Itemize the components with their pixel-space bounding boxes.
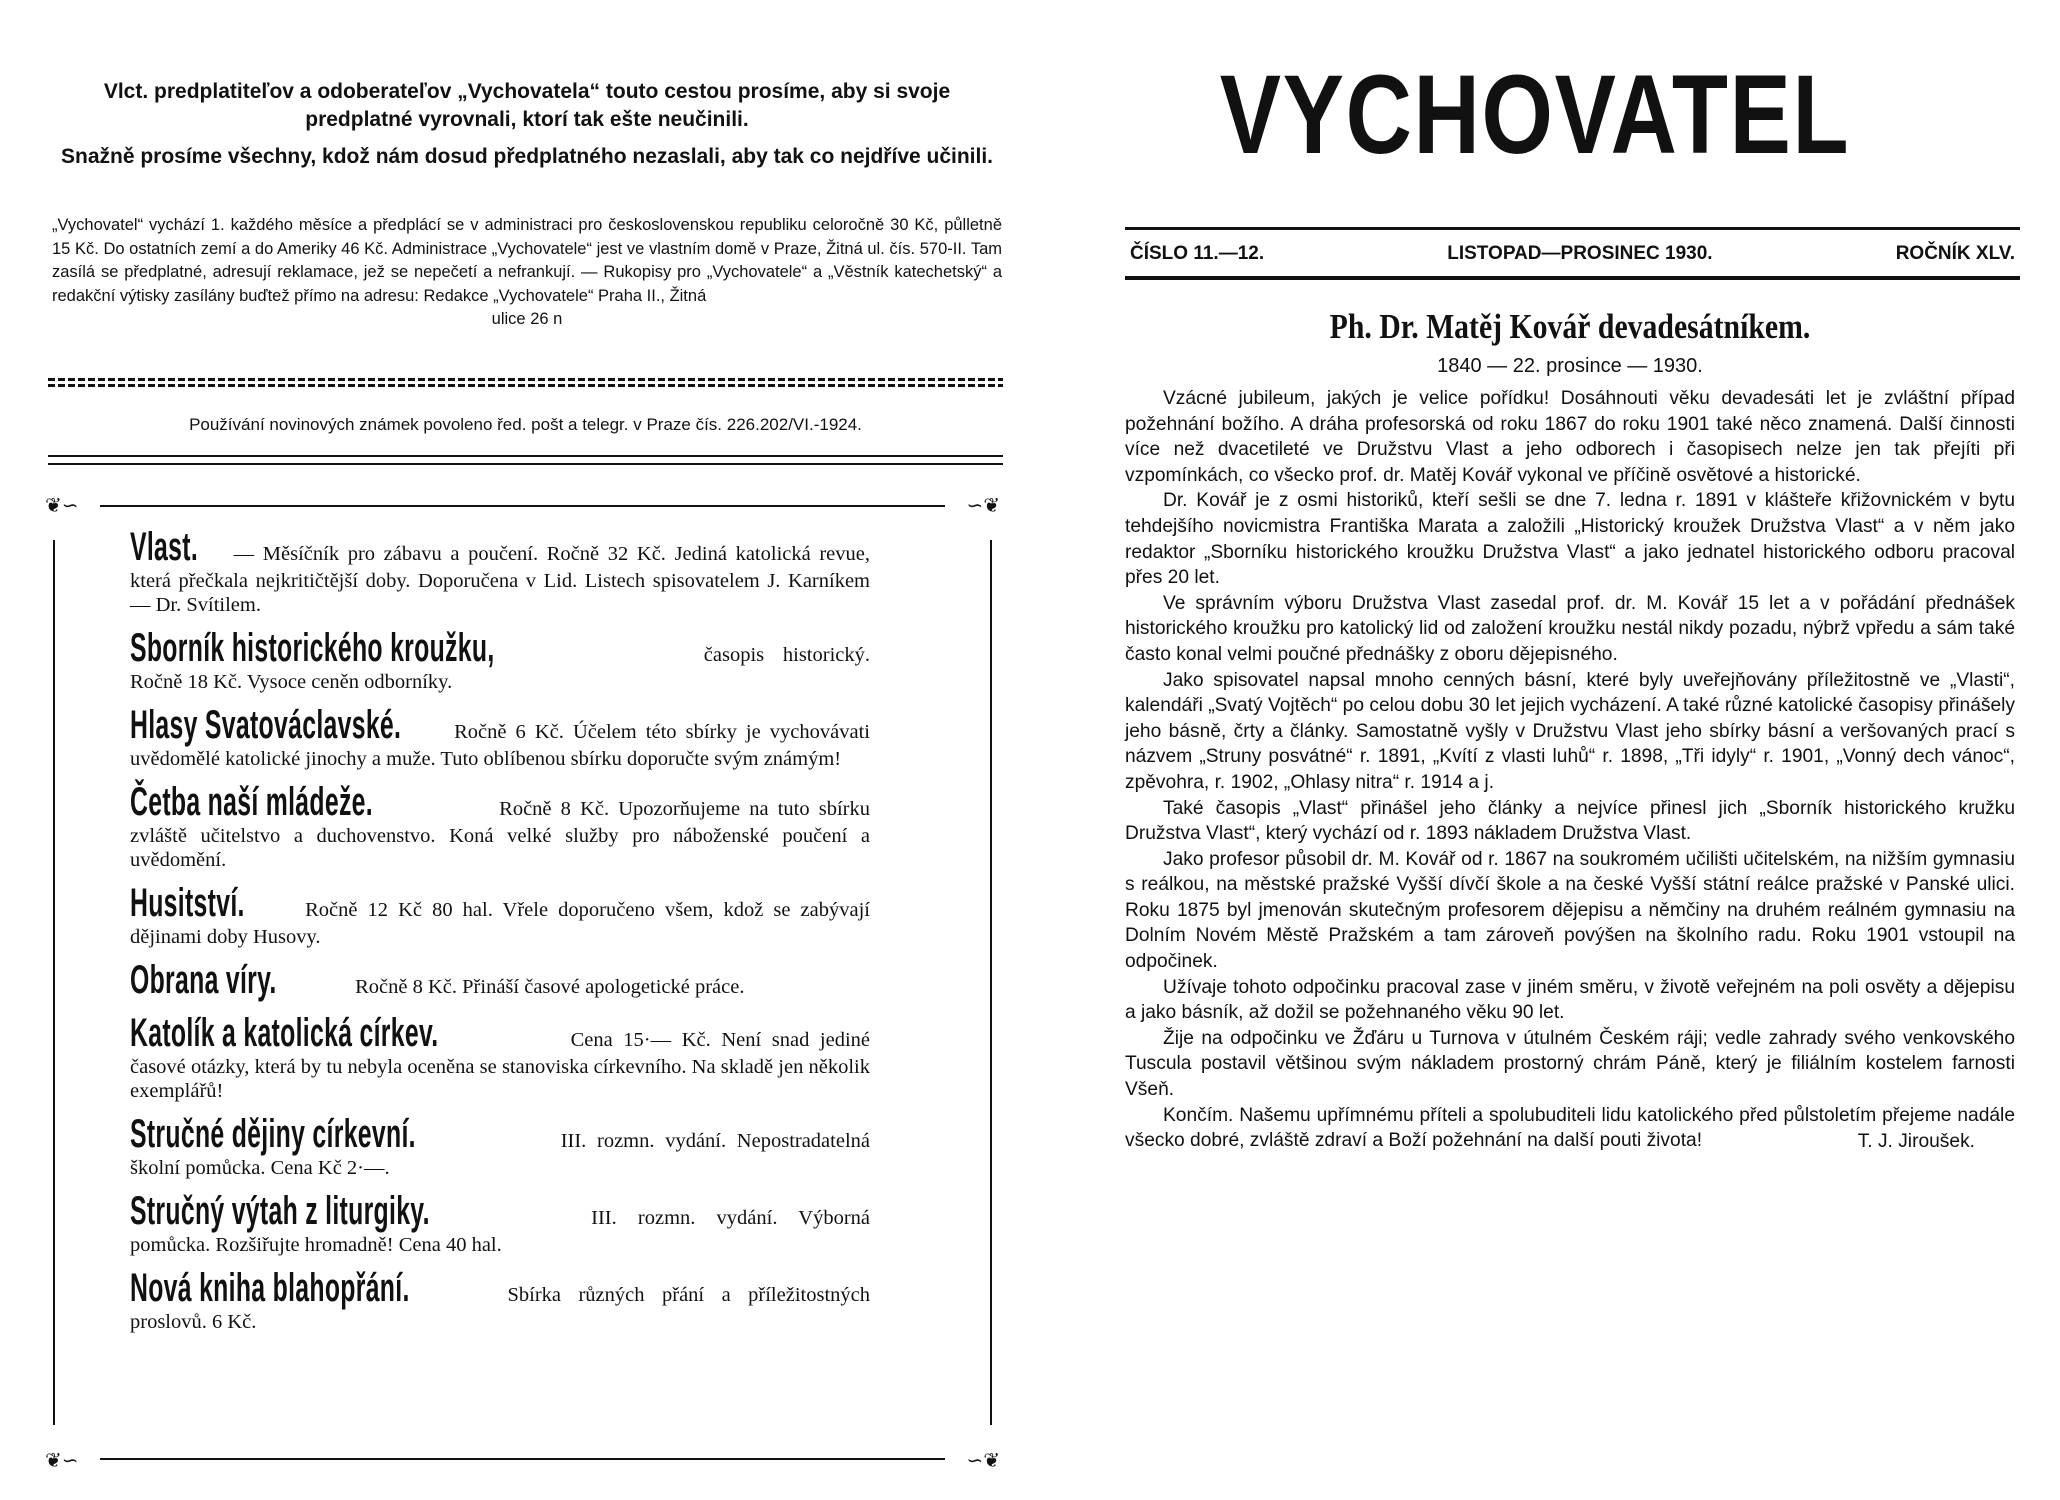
ad-title: Stručné dějiny církevní.: [130, 1112, 416, 1156]
publication-info-text: „Vychovatel“ vychází 1. každého měsíce a předplácí se v administraci pro československou republiku celoročně 30 Kč, půlletně 15 Kč. Do ostatních zemí a do Ameriky 46 Kč. Administrace „Vychovatele“ jest ve vlastním domě v Praze, Žitná ul. čís. 570-II. Tam zasílá se předplatné, adresují reklamace, jež se nepečetí a nefrankují. — Rukopisy pro „Vychovatele“ a „Věstník katechetský“ a redakční výtisky zasílány buďtež přímo na adresu: Redakce „Vychovatele“ Praha II., Žitná: [52, 216, 1002, 305]
ad-title: Vlast.: [130, 525, 199, 569]
ornament-corner-icon: ∽❦: [966, 493, 1000, 517]
article-paragraph: Končím. Našemu upřímnému příteli a spolubuditeli lidu katolického před půlstoletím přejeme nadále všecko dobré, zvláště zdraví a Boží požehnání na další pouti života!: [1125, 1104, 2015, 1152]
article-paragraph: Ve správním výboru Družstva Vlast zasedal prof. dr. M. Kovář 15 let a v pořádání přednášek historického kroužku pro katolický lid od založení kroužku nestál nikdy pozadu, nýbrž vpředu a sám také často konal velmi poučné přednášky z oboru dějepisného.: [1125, 592, 2015, 665]
frame-left-border: [53, 540, 55, 1425]
ad-item: [130, 780, 870, 872]
article-paragraph: Žije na odpočinku ve Žďáru u Turnova v útulném Českém ráji; vedle zahrady svého venkovského Tuscula postavil většinou svým nákladem prostorný chrám Páně, který je filiálním kostelem farnosti Všeň.: [1125, 1027, 2015, 1101]
ad-text: Sbírka různých přání a příležitostných proslovů. 6 Kč.: [130, 1284, 870, 1333]
masthead-title: VYCHOVATEL: [1219, 52, 1851, 177]
ad-title: Obrana víry.: [130, 958, 277, 1002]
ad-title: Hlasy Svatováclavské.: [130, 703, 402, 747]
ornament-corner-icon: ❦∽: [45, 1448, 79, 1472]
ad-text: — Měsíčník pro zábavu a poučení. Ročně 32 Kč. Jediná katolická revue, která přečkala nejkritičtější doby. Doporučena v Lid. Listech spisovatelem J. Karníkem — Dr. Svítilem.: [130, 543, 870, 616]
article-dates: 1840 — 22. prosince — 1930.: [1437, 355, 1703, 377]
article-title: Ph. Dr. Matěj Kovář devadesátníkem.: [1329, 307, 1811, 346]
ad-text: časopis historický. Ročně 18 Kč. Vysoce ceněn odborníky.: [130, 644, 870, 693]
issue-date: LISTOPAD—PROSINEC 1930.: [1447, 243, 1713, 264]
article-paragraph: Jako spisovatel napsal mnoho cenných básní, které byly uveřejňovány příležitostně ve „Vlasti“, kalendáři „Svatý Vojtěch“ po celou dobu 30 let jejich vycházení. A také různé katolické časopisy přinášely jeho básně, črty a články. Samostatně vyšly v Družstvu Vlast jeho sbírky básní a veršovaných prací s názvem „Struny posvátné“ r. 1891, „Kvítí z vlasti luhů“ r. 1898, „Tři idyly“ r. 1901, „Vonný dech vánoc“, zpěvohra, r. 1902, „Ohlasy nitra“ r. 1914 a j.: [1125, 669, 2015, 793]
subscriber-notice-slovak: Vlct. predplatiteľov a odoberateľov „Vychovatela“ touto cestou prosíme, aby si svoje predplatné vyrovnali, ktorí tak ešte neučinili.: [103, 80, 951, 131]
issue-rule: [1125, 276, 2020, 280]
masthead-rule: [1125, 227, 2020, 230]
postage-permit: Používání novinových známek povoleno řed. pošt a telegr. v Praze čís. 226.202/VI.-1924.: [189, 415, 862, 434]
ad-item: [130, 1266, 870, 1334]
frame-bottom-border: [100, 1458, 945, 1460]
article-paragraph: Užívaje tohoto odpočinku pracoval zase v jiném směru, v životě veřejném na poli osvěty a dějepisu a jako básník, až dožil se požehnaného věku 90 let.: [1125, 976, 2015, 1024]
ad-title: Nová kniha blahopřání.: [130, 1266, 410, 1310]
dashed-divider: [48, 378, 1003, 381]
divider-rule: [48, 463, 1003, 465]
right-page: [1030, 0, 2060, 1500]
ornament-corner-icon: ❦∽: [45, 493, 79, 517]
ad-item: [130, 1011, 870, 1103]
publication-info-last-line: ulice 26 n: [491, 310, 563, 328]
ad-title: Katolík a katolická církev.: [130, 1011, 439, 1055]
ad-text: Ročně 8 Kč. Upozorňujeme na tuto sbírku zvláště učitelstvo a duchovenstvo. Koná velké služby pro náboženské poučení a uvědomění.: [130, 798, 870, 871]
ad-item: [130, 1189, 870, 1257]
issue-number: ČÍSLO 11.—12.: [1130, 243, 1265, 264]
article-signature: T. J. Jiroušek.: [1857, 1130, 1975, 1152]
ornament-corner-icon: ∽❦: [966, 1448, 1000, 1472]
ad-text: Ročně 12 Kč 80 hal. Vřele doporučeno všem, kdož se zabývají dějinami doby Husovy.: [130, 899, 870, 948]
dashed-divider: [48, 384, 1003, 387]
ad-title: Sborník historického kroužku,: [130, 626, 495, 670]
ad-item: [130, 1112, 870, 1180]
subscriber-notice-czech: Snažně prosíme všechny, kdož nám dosud předplatného nezaslali, aby tak co nejdříve učinili.: [60, 145, 994, 168]
advertisement-list: [130, 525, 870, 1343]
frame-top-border: [100, 505, 945, 507]
ad-text: III. rozmn. vydání. Nepostradatelná školní pomůcka. Cena Kč 2·—.: [130, 1130, 870, 1179]
article-paragraph: Také časopis „Vlast“ přinášel jeho články a nejvíce přinesl jich „Sborník historického kružku Družstva Vlast“, který vychází od r. 1893 nákladem Družstva Vlast.: [1125, 797, 2015, 845]
ad-item: [130, 525, 870, 617]
ad-title: Stručný výtah z liturgiky.: [130, 1189, 430, 1233]
ad-text: Ročně 6 Kč. Účelem této sbírky je vychovávati uvědomělé katolické jinochy a muže. Tuto oblíbenou sbírku doporučte svým známým!: [130, 721, 870, 770]
ad-item: [130, 958, 870, 1002]
ad-item: [130, 703, 870, 771]
ad-title: Husitství.: [130, 881, 245, 925]
divider-rule: [48, 455, 1003, 457]
ad-text: Ročně 8 Kč. Přináší časové apologetické práce.: [355, 976, 745, 998]
frame-right-border: [990, 540, 992, 1425]
article-paragraph: Dr. Kovář je z osmi historiků, kteří sešli se dne 7. ledna r. 1891 v klášteře křižovnickém v bytu tehdejšího novicmistra Františka Marata a založili „Historický kroužek Družstva Vlast“ a v něm jako redaktor „Sborníku historického kroužku Družstva Vlast“ a jako jednatel historického odboru pracoval přes 20 let.: [1125, 490, 2015, 589]
article-paragraph: Jako profesor působil dr. M. Kovář od r. 1867 na soukromém učilišti učitelském, na nižším gymnasiu s reálkou, na městské pražské Vyšší dívčí škole a na české Vyšší státní reálce pražské v Panské ulici. Roku 1875 byl jmenován skutečným profesorem dějepisu a němčiny na druhém reálném gymnasiu na Dolním Novém Městě Pražském a tam zároveň povýšen na školního radu. Roku 1901 vstoupil na odpočinek.: [1125, 848, 2015, 973]
ad-item: [130, 626, 870, 694]
ad-text: Cena 15·— Kč. Není snad jediné časové otázky, která by tu nebyla oceněna se stanoviska církevního. Na skladě jen několik exemplářů!: [130, 1029, 871, 1102]
ad-text: III. rozmn. vydání. Výborná pomůcka. Rozšiřujte hromadně! Cena 40 hal.: [130, 1207, 870, 1256]
issue-line: [1130, 243, 2015, 265]
article-paragraph: Vzácné jubileum, jakých je velice pořídku! Dosáhnouti věku devadesáti let je zvláštní případ požehnání božího. A dráha profesorská od roku 1867 do roku 1901 také něco znamená. Další činnosti více než dvacetileté ve Družstvu Vlast a jeho odborech i časopisech nelze jen tak přejíti při vzpomínkách, co všecko prof. dr. Matěj Kovář vykonal ve příčině osvětové a historické.: [1125, 388, 2015, 486]
ad-title: Četba naší mládeže.: [130, 780, 373, 824]
volume-number: ROČNÍK XLV.: [1895, 243, 2015, 264]
ad-item: [130, 881, 870, 949]
publication-info: [52, 214, 1002, 332]
article-body: [1125, 386, 2015, 1154]
